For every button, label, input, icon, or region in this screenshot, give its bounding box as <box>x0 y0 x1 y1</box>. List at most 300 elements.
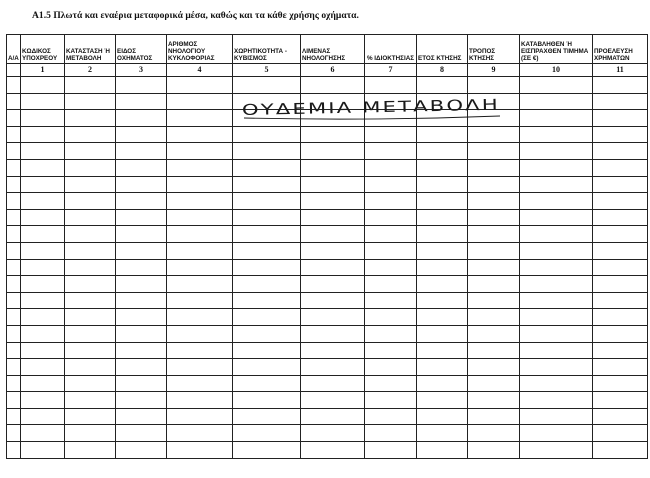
table-cell <box>365 325 417 342</box>
table-cell <box>301 375 365 392</box>
table-cell <box>7 242 21 259</box>
table-cell <box>7 143 21 160</box>
table-cell <box>365 242 417 259</box>
table-cell <box>520 359 593 376</box>
table-cell <box>116 292 167 309</box>
table-cell <box>65 176 116 193</box>
table-cell <box>167 209 233 226</box>
column-header-6: ΛΙΜΕΝΑΣ ΝΗΟΛΟΓΗΣΗΣ <box>301 35 365 64</box>
table-cell <box>116 359 167 376</box>
table-cell <box>468 209 520 226</box>
table-cell <box>365 226 417 243</box>
table-cell <box>468 375 520 392</box>
table-cell <box>593 226 648 243</box>
column-header-9: ΤΡΟΠΟΣ ΚΤΗΣΗΣ <box>468 35 520 64</box>
table-cell <box>116 309 167 326</box>
table-cell <box>167 193 233 210</box>
table-cell <box>365 408 417 425</box>
table-cell <box>468 292 520 309</box>
table-cell <box>417 309 468 326</box>
table-cell <box>167 226 233 243</box>
table-cell <box>468 408 520 425</box>
table-cell <box>301 325 365 342</box>
table-cell <box>468 77 520 94</box>
table-cell <box>7 408 21 425</box>
table-cell <box>301 342 365 359</box>
table-row <box>7 359 648 376</box>
table-cell <box>7 209 21 226</box>
table-cell <box>365 259 417 276</box>
table-cell <box>167 392 233 409</box>
table-cell <box>233 93 301 110</box>
table-cell <box>7 259 21 276</box>
table-cell <box>167 425 233 442</box>
table-cell <box>301 359 365 376</box>
column-header-3: ΕΙΔΟΣ ΟΧΗΜΑΤΟΣ <box>116 35 167 64</box>
table-cell <box>520 77 593 94</box>
table-cell <box>7 159 21 176</box>
column-number-7: 7 <box>365 64 417 77</box>
table-cell <box>417 176 468 193</box>
table-cell <box>417 159 468 176</box>
table-cell <box>593 292 648 309</box>
column-header-2: ΚΑΤΑΣΤΑΣΗ Ή ΜΕΤΑΒΟΛΗ <box>65 35 116 64</box>
table-cell <box>301 226 365 243</box>
table-cell <box>116 110 167 127</box>
table-cell <box>301 193 365 210</box>
table-cell <box>468 143 520 160</box>
table-row <box>7 276 648 293</box>
table-cell <box>116 442 167 459</box>
table-cell <box>233 359 301 376</box>
column-number-8: 8 <box>417 64 468 77</box>
table-cell <box>21 375 65 392</box>
table-cell <box>365 309 417 326</box>
table-cell <box>365 342 417 359</box>
table-cell <box>365 143 417 160</box>
table-row <box>7 242 648 259</box>
table-cell <box>167 408 233 425</box>
table-cell <box>116 375 167 392</box>
table-cell <box>593 126 648 143</box>
column-header-1: ΚΩΔΙΚΟΣ ΥΠΟΧΡΕΟΥ <box>21 35 65 64</box>
table-row <box>7 126 648 143</box>
table-cell <box>593 259 648 276</box>
table-cell <box>468 325 520 342</box>
table-cell <box>65 309 116 326</box>
table-cell <box>21 159 65 176</box>
table-cell <box>520 442 593 459</box>
column-number-5: 5 <box>233 64 301 77</box>
table-cell <box>365 77 417 94</box>
table-cell <box>233 77 301 94</box>
column-header-5: ΧΩΡΗΤΙΚΟΤΗΤΑ - ΚΥΒΙΣΜΟΣ <box>233 35 301 64</box>
table-cell <box>116 325 167 342</box>
table-cell <box>417 259 468 276</box>
table-cell <box>593 143 648 160</box>
table-cell <box>116 259 167 276</box>
table-cell <box>21 425 65 442</box>
table-cell <box>520 143 593 160</box>
table-cell <box>116 126 167 143</box>
table-cell <box>468 442 520 459</box>
table-cell <box>301 276 365 293</box>
table-cell <box>301 425 365 442</box>
table-row <box>7 309 648 326</box>
table-cell <box>167 309 233 326</box>
table-cell <box>167 159 233 176</box>
table-cell <box>233 193 301 210</box>
table-cell <box>365 292 417 309</box>
table-cell <box>468 259 520 276</box>
table-cell <box>468 193 520 210</box>
table-cell <box>417 342 468 359</box>
table-cell <box>301 392 365 409</box>
table-cell <box>365 442 417 459</box>
table-cell <box>65 425 116 442</box>
table-cell <box>233 408 301 425</box>
column-number-11: 11 <box>593 64 648 77</box>
table-cell <box>593 93 648 110</box>
table-cell <box>116 242 167 259</box>
table-row <box>7 159 648 176</box>
table-cell <box>233 259 301 276</box>
table-cell <box>520 375 593 392</box>
table-cell <box>365 93 417 110</box>
table-cell <box>7 392 21 409</box>
table-cell <box>520 159 593 176</box>
table-cell <box>365 110 417 127</box>
table-cell <box>116 209 167 226</box>
table-row <box>7 425 648 442</box>
table-row <box>7 292 648 309</box>
table-cell <box>468 309 520 326</box>
table-cell <box>21 292 65 309</box>
table-cell <box>65 342 116 359</box>
table-cell <box>301 143 365 160</box>
table-header-row <box>7 35 648 64</box>
table-cell <box>301 408 365 425</box>
table-cell <box>417 408 468 425</box>
table-cell <box>167 93 233 110</box>
table-cell <box>167 259 233 276</box>
column-header-10: ΚΑΤΑΒΛΗΘΕΝ Ή ΕΙΣΠΡΑΧΘΕΝ ΤΙΜΗΜΑ (ΣΕ €) <box>520 35 593 64</box>
table-cell <box>21 325 65 342</box>
table-cell <box>301 93 365 110</box>
table-cell <box>520 309 593 326</box>
table-cell <box>21 176 65 193</box>
table-cell <box>233 110 301 127</box>
table-cell <box>520 425 593 442</box>
table-cell <box>301 159 365 176</box>
table-cell <box>301 442 365 459</box>
table-cell <box>21 442 65 459</box>
table-row <box>7 408 648 425</box>
table-cell <box>116 425 167 442</box>
table-cell <box>167 110 233 127</box>
table-cell <box>7 226 21 243</box>
table-cell <box>233 292 301 309</box>
column-header-8: ΕΤΟΣ ΚΤΗΣΗΣ <box>417 35 468 64</box>
table-cell <box>233 425 301 442</box>
table-cell <box>365 176 417 193</box>
table-cell <box>21 110 65 127</box>
table-cell <box>593 425 648 442</box>
table-cell <box>365 209 417 226</box>
column-header-7: % ΙΔΙΟΚΤΗΣΙΑΣ <box>365 35 417 64</box>
table-row <box>7 226 648 243</box>
table-cell <box>233 342 301 359</box>
table-cell <box>417 242 468 259</box>
table-cell <box>21 342 65 359</box>
table-cell <box>7 93 21 110</box>
table-cell <box>233 375 301 392</box>
table-cell <box>417 442 468 459</box>
table-cell <box>520 276 593 293</box>
table-cell <box>116 159 167 176</box>
table-cell <box>65 408 116 425</box>
table-cell <box>593 110 648 127</box>
table-cell <box>65 159 116 176</box>
table-cell <box>167 242 233 259</box>
table-cell <box>520 93 593 110</box>
table-cell <box>7 110 21 127</box>
column-number-10: 10 <box>520 64 593 77</box>
table-cell <box>417 93 468 110</box>
table-cell <box>65 110 116 127</box>
table-cell <box>520 176 593 193</box>
table-row <box>7 93 648 110</box>
table-cell <box>593 408 648 425</box>
table-cell <box>520 242 593 259</box>
table-cell <box>417 193 468 210</box>
table-cell <box>7 425 21 442</box>
table-cell <box>65 242 116 259</box>
column-number-4: 4 <box>167 64 233 77</box>
table-cell <box>417 425 468 442</box>
table-cell <box>468 110 520 127</box>
table-cell <box>65 193 116 210</box>
table-cell <box>233 209 301 226</box>
table-cell <box>468 242 520 259</box>
table-cell <box>167 342 233 359</box>
table-cell <box>7 442 21 459</box>
table-cell <box>468 126 520 143</box>
table-cell <box>468 342 520 359</box>
table-cell <box>233 276 301 293</box>
table-cell <box>417 110 468 127</box>
table-cell <box>365 375 417 392</box>
table-row <box>7 342 648 359</box>
table-cell <box>520 392 593 409</box>
table-cell <box>301 242 365 259</box>
table-cell <box>167 359 233 376</box>
handwritten-note-text: ΟΥΔΕΜΙΑ ΜΕΤΑΒΟΛΗ <box>242 97 425 119</box>
table-cell <box>593 242 648 259</box>
table-cell <box>167 276 233 293</box>
table-cell <box>468 226 520 243</box>
table-cell <box>417 392 468 409</box>
table-cell <box>167 176 233 193</box>
table-cell <box>233 392 301 409</box>
table-cell <box>468 425 520 442</box>
table-cell <box>21 276 65 293</box>
table-cell <box>21 309 65 326</box>
table-cell <box>167 442 233 459</box>
table-cell <box>593 392 648 409</box>
column-number-6: 6 <box>301 64 365 77</box>
table-cell <box>233 309 301 326</box>
column-header-11: ΠΡΟΕΛΕΥΣΗ ΧΡΗΜΑΤΩΝ <box>593 35 648 64</box>
table-cell <box>116 408 167 425</box>
table-cell <box>21 93 65 110</box>
table-cell <box>417 325 468 342</box>
table-cell <box>593 375 648 392</box>
table-cell <box>7 325 21 342</box>
table-cell <box>417 77 468 94</box>
table-cell <box>593 442 648 459</box>
table-cell <box>233 226 301 243</box>
table-cell <box>167 126 233 143</box>
table-cell <box>365 425 417 442</box>
table-cell <box>593 176 648 193</box>
table-cell <box>417 126 468 143</box>
table-cell <box>365 359 417 376</box>
table-cell <box>593 159 648 176</box>
table-cell <box>21 408 65 425</box>
table-cell <box>167 292 233 309</box>
table-cell <box>417 143 468 160</box>
table-cell <box>301 176 365 193</box>
table-cell <box>65 392 116 409</box>
table-cell <box>233 242 301 259</box>
table-cell <box>233 176 301 193</box>
table-cell <box>468 392 520 409</box>
table-cell <box>233 143 301 160</box>
table-cell <box>468 176 520 193</box>
table-cell <box>65 226 116 243</box>
table-cell <box>21 226 65 243</box>
column-number-row <box>7 64 648 77</box>
table-cell <box>65 292 116 309</box>
table-cell <box>365 193 417 210</box>
table-row <box>7 77 648 94</box>
table-cell <box>116 392 167 409</box>
table-cell <box>593 193 648 210</box>
table-cell <box>65 259 116 276</box>
table-cell <box>7 309 21 326</box>
table-cell <box>520 259 593 276</box>
table-cell <box>468 93 520 110</box>
table-cell <box>116 226 167 243</box>
table-cell <box>593 325 648 342</box>
table-cell <box>116 193 167 210</box>
table-cell <box>520 193 593 210</box>
table-row <box>7 375 648 392</box>
table-cell <box>417 292 468 309</box>
table-cell <box>233 442 301 459</box>
column-number-aa <box>7 64 21 77</box>
table-cell <box>301 259 365 276</box>
table-cell <box>116 342 167 359</box>
table-cell <box>417 276 468 293</box>
column-header-4: ΑΡΙΘΜΟΣ ΝΗΟΛΟΓΙΟΥ ΚΥΚΛΟΦΟΡΙΑΣ <box>167 35 233 64</box>
table-cell <box>21 359 65 376</box>
table-cell <box>65 209 116 226</box>
table-cell <box>65 359 116 376</box>
table-cell <box>65 375 116 392</box>
form-section-title: Α1.5 Πλωτά και εναέρια μεταφορικά μέσα, καθώς και τα κάθε χρήσης οχήματα. <box>32 11 359 21</box>
table-cell <box>593 209 648 226</box>
table-cell <box>520 408 593 425</box>
table-cell <box>593 77 648 94</box>
table-cell <box>520 110 593 127</box>
table-cell <box>365 159 417 176</box>
table-cell <box>167 143 233 160</box>
table-cell <box>65 276 116 293</box>
table-cell <box>301 126 365 143</box>
table-cell <box>21 126 65 143</box>
table-cell <box>167 325 233 342</box>
table-cell <box>7 176 21 193</box>
table-cell <box>21 242 65 259</box>
table-cell <box>301 292 365 309</box>
table-row <box>7 209 648 226</box>
table-cell <box>520 292 593 309</box>
column-number-2: 2 <box>65 64 116 77</box>
table-cell <box>301 309 365 326</box>
table-cell <box>468 276 520 293</box>
table-cell <box>365 276 417 293</box>
table-cell <box>593 342 648 359</box>
table-cell <box>520 342 593 359</box>
table-cell <box>116 276 167 293</box>
table-cell <box>233 325 301 342</box>
column-number-3: 3 <box>116 64 167 77</box>
table-cell <box>65 442 116 459</box>
table-row <box>7 143 648 160</box>
table-cell <box>21 77 65 94</box>
table-cell <box>21 193 65 210</box>
table-cell <box>520 126 593 143</box>
table-cell <box>520 226 593 243</box>
table-cell <box>365 392 417 409</box>
table-cell <box>65 93 116 110</box>
table-cell <box>7 193 21 210</box>
table-cell <box>167 77 233 94</box>
table-body <box>7 77 648 459</box>
table-cell <box>167 375 233 392</box>
table-row <box>7 325 648 342</box>
table-cell <box>593 276 648 293</box>
table-cell <box>301 209 365 226</box>
table-cell <box>301 77 365 94</box>
table-cell <box>65 126 116 143</box>
table-cell <box>7 292 21 309</box>
table-cell <box>7 375 21 392</box>
table-cell <box>233 159 301 176</box>
table-cell <box>301 110 365 127</box>
table-cell <box>417 226 468 243</box>
column-header-aa: Α/Α <box>7 35 21 64</box>
table-cell <box>7 276 21 293</box>
table-cell <box>417 375 468 392</box>
column-number-1: 1 <box>21 64 65 77</box>
table-cell <box>7 126 21 143</box>
table-cell <box>21 392 65 409</box>
column-number-9: 9 <box>468 64 520 77</box>
table-row <box>7 259 648 276</box>
